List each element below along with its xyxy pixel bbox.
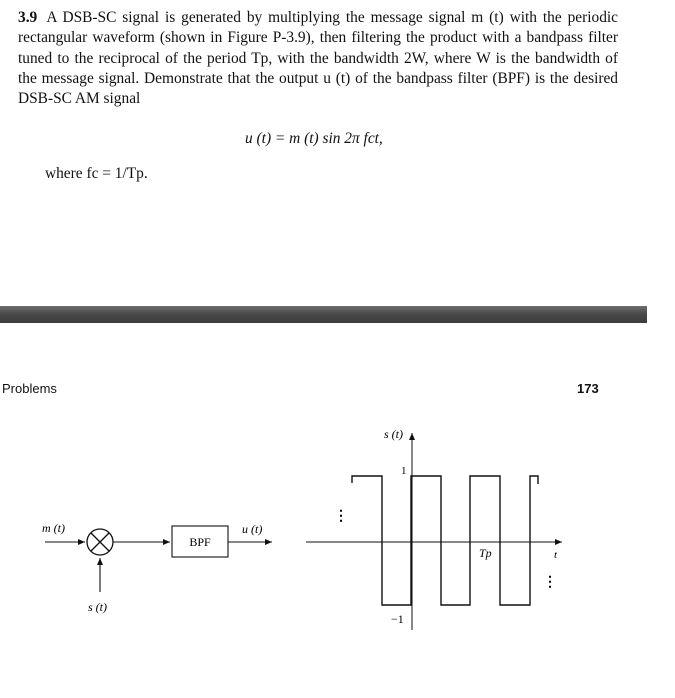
axis-label: s (t) bbox=[384, 427, 403, 441]
output-label: u (t) bbox=[242, 522, 263, 536]
input-label: m (t) bbox=[42, 521, 65, 535]
dsb-sc-equation: u (t) = m (t) sin 2π fct, bbox=[245, 130, 383, 147]
carrier-frequency-definition: where fc = 1/Tp. bbox=[45, 165, 148, 182]
time-label: t bbox=[554, 549, 558, 561]
waveform-plot bbox=[306, 427, 562, 630]
left-ellipsis: ⋮ bbox=[334, 509, 348, 524]
square-wave bbox=[352, 476, 538, 605]
multiplier-icon bbox=[87, 529, 113, 555]
problem-number: 3.9 bbox=[18, 9, 38, 26]
right-ellipsis: ⋮ bbox=[543, 575, 557, 590]
problem-text: A DSB-SC signal is generated by multiplying the message signal m (t) with the periodic rectangular waveform (shown in Figure P-3.9), then filtering the product with a bandpass filter tuned to the reciprocal of the period Tp, with the bandwidth 2W, where W is the bandwidth of the message signal. Demonstrate that the output u (t) of the bandpass filter (BPF) is the desired DSB-SC AM signal bbox=[18, 9, 619, 108]
period-label: Tp bbox=[479, 546, 492, 560]
block-diagram bbox=[42, 521, 272, 614]
carrier-label: s (t) bbox=[88, 600, 107, 614]
page-number: 173 bbox=[577, 381, 599, 396]
low-level-label: −1 bbox=[391, 612, 404, 626]
high-level-label: 1 bbox=[401, 465, 407, 477]
running-head: Problems bbox=[2, 381, 57, 396]
bpf-label: BPF bbox=[189, 535, 211, 549]
